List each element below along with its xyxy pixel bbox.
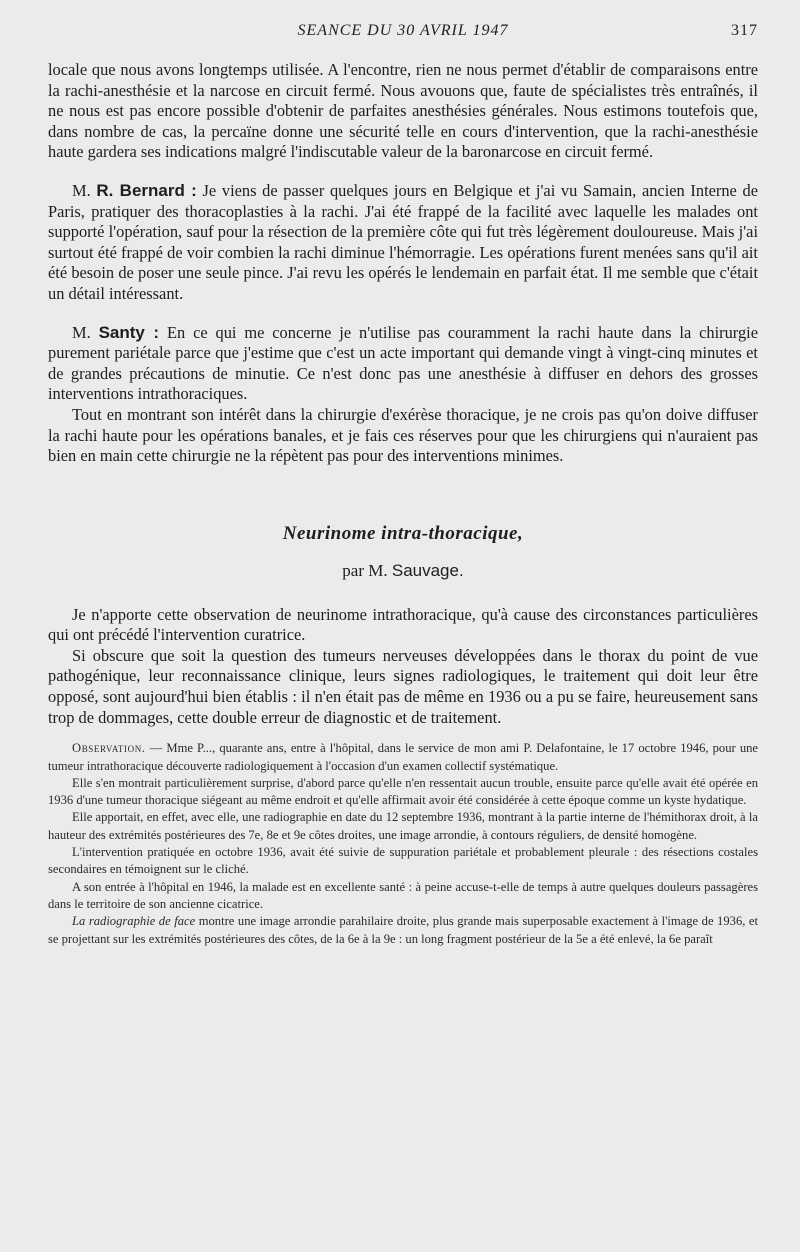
observation-label: Observation.: [72, 741, 146, 756]
observation-paragraph: Elle apportait, en effet, avec elle, une radiographie en date du 12 septembre 1936, montrant à la partie interne de l'hémithorax droit, à la hauteur des extrémités postérieures des 7e, 8e et 9e côtes droites, une image arrondie, à contours réguliers, de densité homogène.: [48, 810, 758, 842]
observation-paragraph: Elle s'en montrait particulièrement surprise, d'abord parce qu'elle n'en ressentait aucun trouble, ensuite parce qu'elle avait été opérée en 1936 d'une tumeur thoracique siégeant au même endroit et qu'elle affirmait avoir été considérée à cette époque comme un kyste hydatique.: [48, 775, 758, 808]
page-number: 317: [731, 22, 758, 39]
observation-paragraph: A son entrée à l'hôpital en 1946, la malade est en excellente santé : à peine accuse-t-elle de temps à autre quelques douleurs passagères dans le territoire de son ancienne cicatrice.: [48, 879, 758, 911]
paragraph-santy: [48, 323, 758, 405]
page-content: [48, 60, 758, 948]
article-byline: [48, 561, 758, 581]
paragraph-continuation: locale que nous avons longtemps utilisée. A l'encontre, rien ne nous permet d'établir de comparaisons entre la rachi-anesthésie et la narcose en circuit fermé. Nous avouons que, faute de spécialistes très entraînés, il ne nous est pas encore possible d'obtenir de parfaites anesthésies générales. Nous estimons toutefois que, dans nombre de cas, la percaïne donne une sécurité telle en cours d'intervention, que la rachi-anesthésie haute gardera ses indications malgré l'indiscutable valeur de la baronarcose en circuit fermé.: [48, 60, 758, 162]
article-title: Neurinome intra-thoracique,: [282, 522, 524, 544]
speaker-prefix: M.: [72, 180, 91, 200]
paragraph-bernard: [48, 181, 758, 305]
observation-italic-phrase: La radiographie de face: [72, 914, 196, 929]
byline-prefix: par M.: [342, 560, 388, 580]
article-paragraph: Je n'apporte cette observation de neurinome intrathoracique, qu'à cause des circonstances particulières qui ont précédé l'intervention curatrice.: [48, 604, 758, 645]
byline-author: Sauvage.: [391, 560, 464, 580]
santy-text: En ce qui me concerne je n'utilise pas couramment la rachi haute dans la chirurgie purement pariétale parce que j'estime que c'est un acte important qui demande vingt à vingt-cinq minutes et de grandes précautions de minutie. Ce n'est donc pas une anesthésie à diffuser en dehors des grosses interventions intrathoraciques.: [48, 322, 758, 404]
observation-text: montre une image arrondie parahilaire droite, plus grande mais superposable exactement à l'image de 1936, et se projettant sur les extrémités postérieures des côtes, de la 6e à la 9e : un long fragment postérieur de la 5e a été enlevé, la 6e paraît: [48, 914, 758, 946]
observation-block: [48, 740, 758, 948]
speaker-santy: Santy :: [98, 322, 160, 342]
running-title: SEANCE DU 30 AVRIL 1947: [297, 22, 509, 39]
observation-paragraph: [48, 913, 758, 948]
observation-text: — Mme P..., quarante ans, entre à l'hôpital, dans le service de mon ami P. Delafontaine, le 17 octobre 1946, pour une tumeur intrathoracique découverte radiologiquement à l'occasion d'un examen collectif systématique.: [48, 741, 759, 773]
speaker-prefix: M.: [72, 322, 91, 342]
bernard-text: Je viens de passer quelques jours en Belgique et j'ai vu Samain, ancien Interne de Paris, pratiquer des thoracoplasties à la rachi. J'ai été frappé de la facilité avec laquelle les malades ont supporté l'opération, sauf pour la résection de la première côte qui fut très légèrement douloureuse. Mais j'ai surtout été frappé de voir combien la rachi diminue l'hémorragie. Les opérations furent menées sans qu'il ait été besoin de poser une seule pince. J'ai revu les opérés le lendemain en parfait état. Il me semble que c'était un détail intéressant.: [48, 180, 758, 303]
observation-paragraph: [48, 740, 758, 775]
observation-paragraph: L'intervention pratiquée en octobre 1936, avait été suivie de suppuration pariétale et probablement pleurale : des résections costales secondaires en témoignent sur le cliché.: [48, 845, 758, 877]
article-paragraph: Si obscure que soit la question des tumeurs nerveuses développées dans le thorax du point de vue pathogénique, leur reconnaissance clinique, leurs signes radiologiques, le traitement qui doit leur être opposé, sont aujourd'hui bien établis : il n'en était pas de même en 1936 ou a pu se faire, heureusement sans trop de dommages, cette double erreur de diagnostic et de traitement.: [48, 645, 758, 727]
speaker-bernard: R. Bernard :: [96, 180, 197, 200]
running-head: [48, 22, 758, 46]
paragraph-santy-continued: Tout en montrant son intérêt dans la chirurgie d'exérèse thoracique, je ne crois pas qu'on doive diffuser la rachi haute pour les opérations banales, et je fais ces réserves pour que les chirurgiens qui n'auraient pas bien en main cette chirurgie ne la répètent pas pour des interventions minimes.: [48, 404, 758, 466]
